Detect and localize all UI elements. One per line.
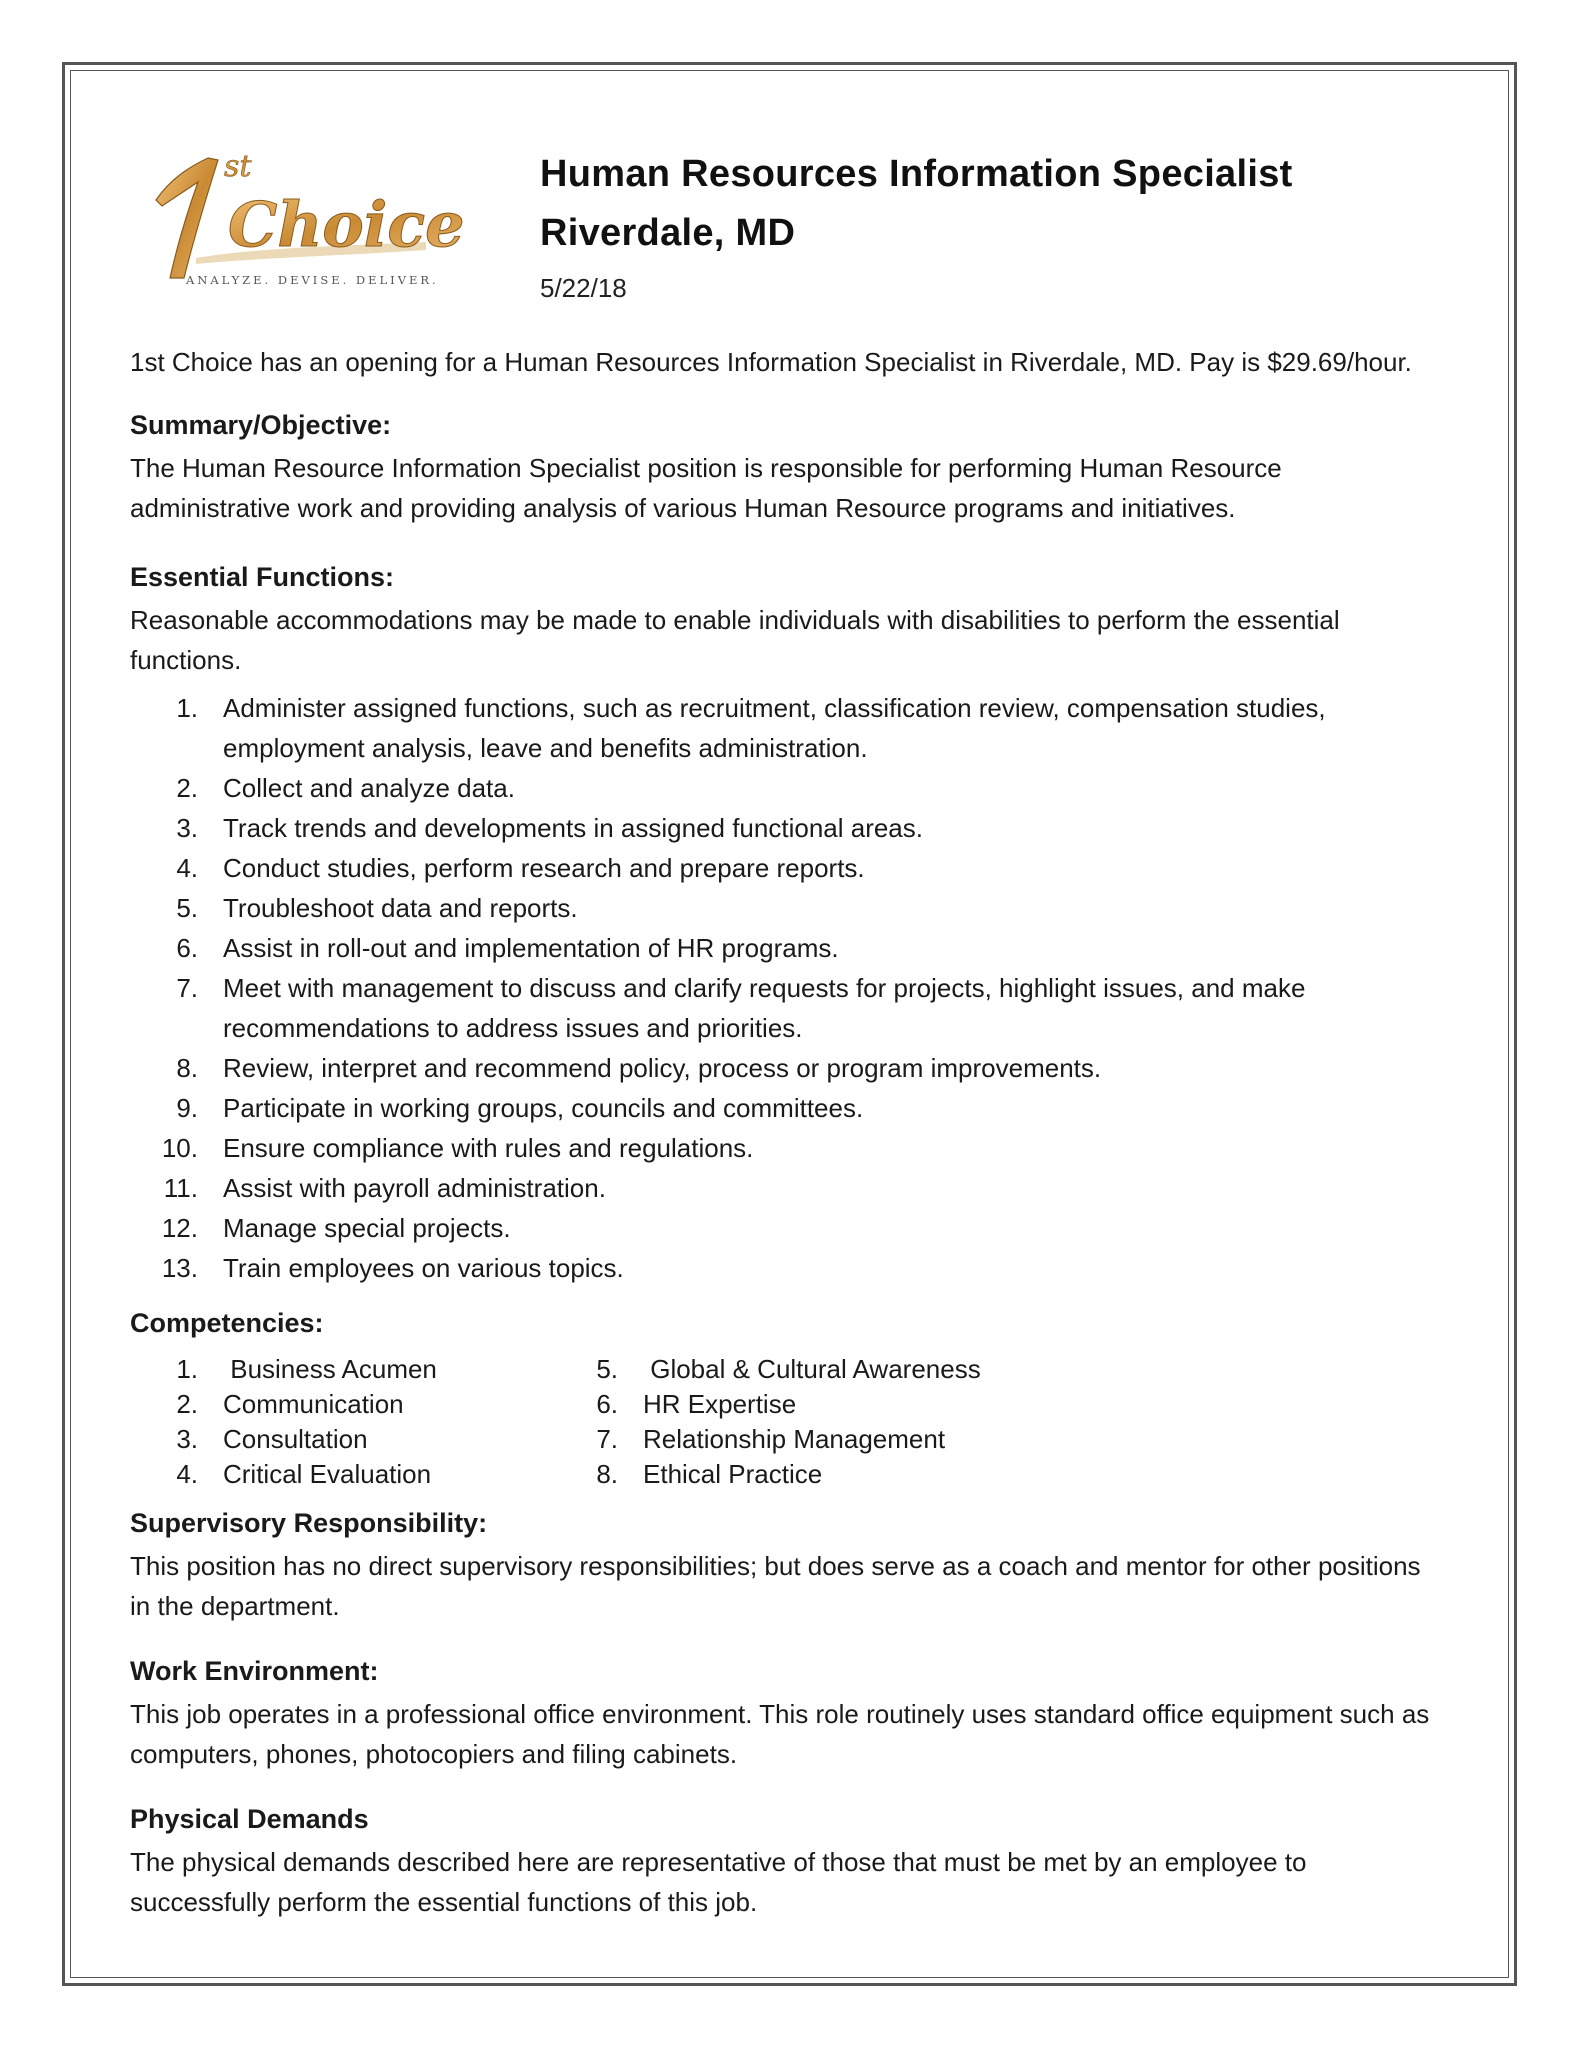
competency-label: Consultation xyxy=(223,1424,368,1454)
logo-tagline: ANALYZE. DEVISE. DELIVER. xyxy=(186,273,439,287)
list-number: 6. xyxy=(596,1389,618,1419)
supervisory-heading: Supervisory Responsibility: xyxy=(130,1508,488,1538)
list-number: 8. xyxy=(176,1053,198,1083)
supervisory-line-1: This position has no direct supervisory responsibilities; but does serve as a coach and mentor for other positions xyxy=(130,1551,1421,1581)
list-item-text: employment analysis, leave and benefits administration. xyxy=(223,733,868,763)
list-number: 8. xyxy=(596,1459,618,1489)
list-number: 2. xyxy=(176,1389,198,1419)
supervisory-line-2: in the department. xyxy=(130,1591,340,1621)
logo-superscript: st xyxy=(224,149,252,184)
summary-line-1: The Human Resource Information Specialist position is responsible for performing Human Resource xyxy=(130,453,1282,483)
essential-heading: Essential Functions: xyxy=(130,562,395,592)
job-location: Riverdale, MD xyxy=(540,212,796,254)
list-item-text: Track trends and developments in assigned functional areas. xyxy=(223,813,923,843)
list-number: 4. xyxy=(176,853,198,883)
list-item-text: Administer assigned functions, such as recruitment, classification review, compensation studies, xyxy=(223,693,1326,723)
list-number: 10. xyxy=(161,1133,198,1163)
list-number: 12. xyxy=(161,1213,198,1243)
summary-heading: Summary/Objective: xyxy=(130,410,392,440)
list-item-text: Conduct studies, perform research and prepare reports. xyxy=(223,853,865,883)
list-item-text: Collect and analyze data. xyxy=(223,773,515,803)
list-number: 3. xyxy=(176,1424,198,1454)
list-number: 11. xyxy=(163,1173,198,1203)
work-environment-heading: Work Environment: xyxy=(130,1656,379,1686)
competency-label: Business Acumen xyxy=(223,1354,437,1384)
list-number: 7. xyxy=(596,1424,618,1454)
competency-label: Communication xyxy=(223,1389,404,1419)
list-number: 3. xyxy=(176,813,198,843)
list-number: 1. xyxy=(176,1354,198,1384)
work-environment-line-1: This job operates in a professional office environment. This role routinely uses standard office equipment such as xyxy=(130,1699,1430,1729)
intro-text: 1st Choice has an opening for a Human Resources Information Specialist in Riverdale, MD. Pay is $29.69/hour. xyxy=(130,347,1412,377)
list-number: 7. xyxy=(176,973,198,1003)
job-title: Human Resources Information Specialist xyxy=(540,153,1293,195)
competencies-heading: Competencies: xyxy=(130,1308,324,1338)
list-number: 5. xyxy=(596,1354,618,1384)
list-number: 5. xyxy=(176,893,198,923)
list-number: 4. xyxy=(176,1459,198,1489)
physical-demands-heading: Physical Demands xyxy=(130,1804,369,1834)
competency-label: Global & Cultural Awareness xyxy=(643,1354,981,1384)
list-item-text: Meet with management to discuss and clarify requests for projects, highlight issues, and make xyxy=(223,973,1306,1003)
competency-label: Ethical Practice xyxy=(643,1459,823,1489)
list-item-text: Manage special projects. xyxy=(223,1213,511,1243)
list-number: 13. xyxy=(161,1253,198,1283)
list-item-text: Ensure compliance with rules and regulations. xyxy=(223,1133,754,1163)
posting-date: 5/22/18 xyxy=(540,273,627,303)
physical-demands-line-2: successfully perform the essential functions of this job. xyxy=(130,1887,758,1917)
competency-label: HR Expertise xyxy=(643,1389,797,1419)
essential-intro-line-1: Reasonable accommodations may be made to enable individuals with disabilities to perform the essential xyxy=(130,605,1340,635)
summary-line-2: administrative work and providing analysis of various Human Resource programs and initiatives. xyxy=(130,493,1236,523)
list-number: 6. xyxy=(176,933,198,963)
list-item-text: Review, interpret and recommend policy, process or program improvements. xyxy=(223,1053,1102,1083)
competency-label: Critical Evaluation xyxy=(223,1459,432,1489)
work-environment-line-2: computers, phones, photocopiers and filing cabinets. xyxy=(130,1739,738,1769)
physical-demands-line-1: The physical demands described here are representative of those that must be met by an employee to xyxy=(130,1847,1307,1877)
list-item-text: Train employees on various topics. xyxy=(223,1253,624,1283)
list-item-text: Assist in roll-out and implementation of HR programs. xyxy=(223,933,839,963)
list-number: 2. xyxy=(176,773,198,803)
competency-label: Relationship Management xyxy=(643,1424,946,1454)
list-item-text: Assist with payroll administration. xyxy=(223,1173,606,1203)
essential-intro-line-2: functions. xyxy=(130,645,242,675)
list-item-text: Participate in working groups, councils and committees. xyxy=(223,1093,864,1123)
list-number: 1. xyxy=(176,693,198,723)
list-number: 9. xyxy=(176,1093,198,1123)
list-item-text: Troubleshoot data and reports. xyxy=(223,893,578,923)
list-item-text: recommendations to address issues and priorities. xyxy=(223,1013,803,1043)
company-logo xyxy=(136,138,465,298)
logo-wordmark: Choice xyxy=(228,188,465,261)
